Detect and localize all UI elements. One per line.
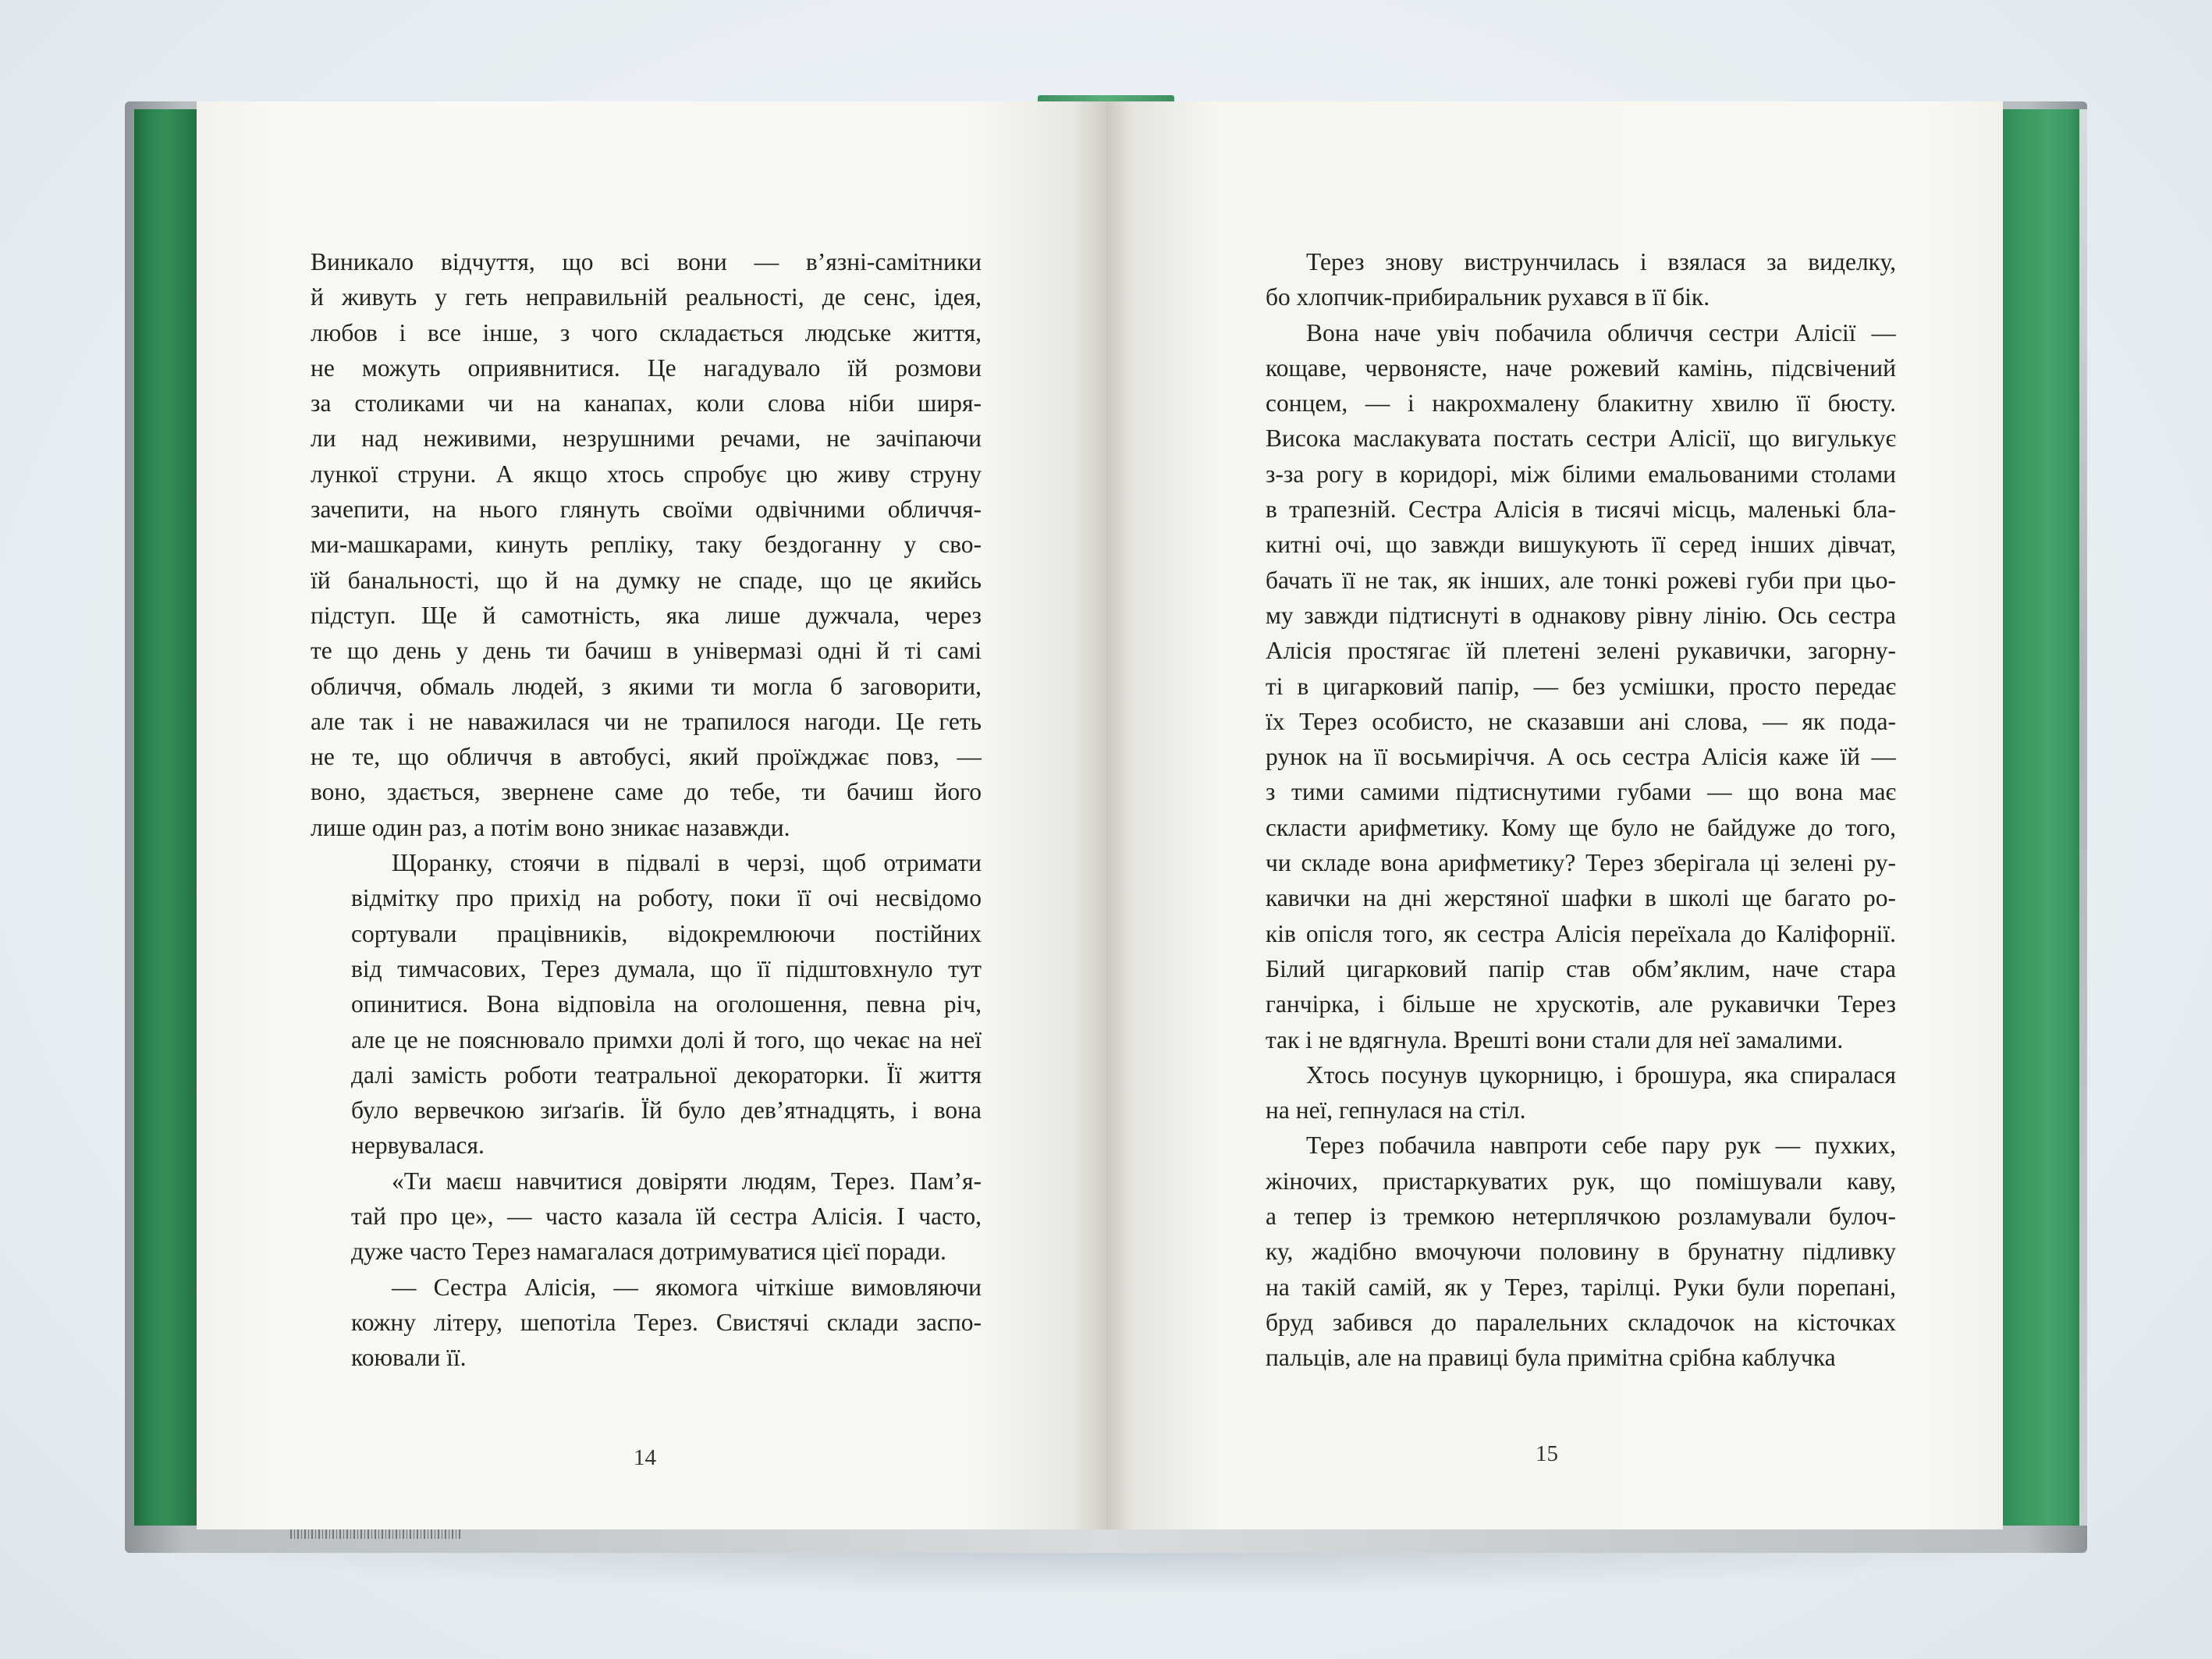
right-page-text	[1225, 244, 1896, 1376]
text-line: кожну літеру, шепотіла Терез. Свистячі склади заспо-	[351, 1308, 982, 1336]
text-line: те що день у день ти бачиш в універмазі одні й ті самі	[311, 637, 982, 665]
right-page-edges	[2001, 109, 2079, 1526]
text-line: з тими самими підтиснутими губами — що вона має	[1266, 778, 1896, 806]
page-number-left: 14	[634, 1445, 656, 1470]
text-line: рунок на її восьмиріччя. А ось сестра Алісія каже їй —	[1266, 743, 1896, 771]
text-line: Виникало відчуття, що всі вони — в’язні-самітники	[311, 248, 982, 275]
text-line: Терез знову виструнчилась і взялася за виделку,	[1306, 248, 1896, 275]
text-line: «Ти маєш навчитися довіряти людям, Терез. Пам’я-	[392, 1167, 982, 1195]
text-line: тай про це», — часто казала їй сестра Алісія. І часто,	[351, 1203, 982, 1231]
text-line: ми-машкарами, кинуть репліку, таку бездоганну у сво-	[311, 531, 982, 559]
text-line: не те, що обличчя в автобусі, який проїжджає повз, —	[311, 743, 982, 771]
text-line: було вервечкою зиґзаґів. Їй було дев’ятнадцять, і вона	[351, 1096, 982, 1124]
left-page-text	[311, 244, 982, 1376]
text-line: воно, здається, звернене саме до тебе, ти бачиш його	[311, 778, 982, 806]
text-line: Висока маслакувата постать сестри Алісії, що вигулькує	[1266, 425, 1896, 453]
text-line: пальців, але на правиці була примітна срібна каблучка	[1266, 1344, 1836, 1372]
text-line: їх Терез особисто, не сказавши ані слова, — як пода-	[1266, 707, 1896, 735]
text-line: китні очі, що завжди вишукують її серед інших дівчат,	[1266, 531, 1896, 559]
paragraph	[1225, 1057, 1896, 1128]
text-line: але так і не наважилася чи не трапилося нагоди. Це геть	[311, 707, 982, 735]
text-line: на неї, гепнулася на стіл.	[1266, 1096, 1526, 1124]
text-line: ків опісля того, як сестра Алісія переїхала до Каліфорнії.	[1266, 919, 1896, 947]
text-line: на такій самій, як у Терез, тарілці. Руки були порепані,	[1266, 1273, 1896, 1301]
text-line: бруд забився до паралельних складочок на кісточках	[1266, 1308, 1896, 1336]
text-line: їй банальності, що й на думку не спаде, що це якийсь	[311, 566, 982, 594]
cover-barcode-fragment	[290, 1528, 462, 1539]
text-line: не можуть оприявнитися. Це нагадувало їй розмови	[311, 353, 982, 382]
text-line: опинитися. Вона відповіла на оголошення, певна річ,	[351, 990, 982, 1018]
text-line: відмітку про прихід на роботу, поки її очі несвідомо	[351, 884, 982, 912]
text-line: й живуть у геть неправильній реальності, де сенс, ідея,	[311, 283, 982, 311]
text-line: далі замість роботи театральної декораторки. Її життя	[351, 1060, 982, 1089]
page-number-right: 15	[1536, 1441, 1558, 1466]
text-line: лише один раз, а потім воно зникає назавжди.	[311, 813, 790, 841]
text-line: жіночих, пристаркуватих рук, що помішували каву,	[1266, 1167, 1896, 1195]
text-line: дуже часто Терез намагалася дотримуватися цієї поради.	[351, 1238, 946, 1266]
text-line: Білий цигарковий папір став обм’яклим, наче стара	[1266, 954, 1896, 982]
text-line: любов і все інше, з чого складається людське життя,	[311, 318, 982, 346]
text-line: кавички на дні жерстяної шафки в школі ще багато ро-	[1266, 884, 1896, 912]
text-line: в трапезній. Сестра Алісія в тисячі місць, маленькі бла-	[1266, 496, 1896, 524]
paragraph	[311, 1163, 982, 1270]
text-line: бачать її не так, як інших, але тонкі рожеві губи при цьо-	[1266, 566, 1896, 594]
text-line: від тимчасових, Терез думала, що її підштовхнуло тут	[351, 954, 982, 982]
text-line: Терез побачила навпроти себе пару рук — пухких,	[1306, 1131, 1896, 1160]
paragraph	[311, 845, 982, 1163]
text-line: Алісія простягає їй плетені зелені рукавички, загорну-	[1266, 637, 1896, 665]
text-line: бо хлопчик-прибиральник рухався в її бік.	[1266, 283, 1710, 311]
text-line: чи складе вона арифметику? Терез зберігала ці зелені ру-	[1266, 849, 1896, 877]
text-line: сортували працівників, відокремлюючи постійних	[351, 919, 982, 947]
text-line: ку, жадібно вмочуючи половину в брунатну підливку	[1266, 1238, 1896, 1266]
text-line: а тепер із тремкою нетерплячкою розламували булоч-	[1266, 1203, 1896, 1231]
cover-right-strip	[2079, 109, 2087, 1526]
text-line: Щоранку, стоячи в підвалі в черзі, щоб отримати	[392, 849, 982, 877]
text-line: ті в цигарковий папір, — без усмішки, просто передає	[1266, 672, 1896, 700]
text-line: сонцем, — і накрохмалену блакитну хвилю її бюсту.	[1266, 389, 1896, 417]
text-line: зачепити, на нього глянуть своїми одвічними обличчя-	[311, 496, 982, 524]
text-line: скласти арифметику. Кому ще було не байдуже до того,	[1266, 813, 1896, 841]
text-line: кощаве, червонясте, наче рожевий камінь, підсвічений	[1266, 353, 1896, 382]
text-line: з-за рогу в коридорі, між білими емальованими столами	[1266, 460, 1896, 488]
left-page-edges	[134, 109, 198, 1526]
text-line: — Сестра Алісія, — якомога чіткіше вимовляючи	[392, 1273, 982, 1301]
text-line: так і не вдягнула. Врешті вони стали для неї замалими.	[1266, 1025, 1844, 1053]
text-line: підступ. Ще й самотність, яка лише дужчала, через	[311, 601, 982, 629]
text-line: му завжди підтиснуті в однакову рівну лінію. Ось сестра	[1266, 601, 1896, 629]
text-line: але це не пояснювало примхи долі й того, що чекає на неї	[351, 1025, 982, 1053]
text-line: Хтось посунув цукорницю, і брошура, яка спиралася	[1306, 1060, 1896, 1089]
paragraph	[311, 1270, 982, 1376]
text-line: за столиками чи на канапах, коли слова ніби ширя-	[311, 389, 982, 417]
text-line: Вона наче увіч побачила обличчя сестри Алісії —	[1306, 318, 1896, 346]
paragraph	[311, 244, 982, 845]
text-line: нервувалася.	[351, 1131, 485, 1160]
text-line: обличчя, обмаль людей, з якими ти могла б заговорити,	[311, 672, 982, 700]
paragraph	[1225, 1128, 1896, 1375]
text-line: лункої струни. А якщо хтось спробує цю живу струну	[311, 460, 982, 488]
paragraph	[1225, 315, 1896, 1057]
text-line: ли над неживими, незрушними речами, не зачіпаючи	[311, 425, 982, 453]
text-line: коювали її.	[351, 1344, 467, 1372]
text-line: ганчірка, і більше не хрускотів, але рукавички Терез	[1266, 990, 1896, 1018]
paragraph	[1225, 244, 1896, 315]
